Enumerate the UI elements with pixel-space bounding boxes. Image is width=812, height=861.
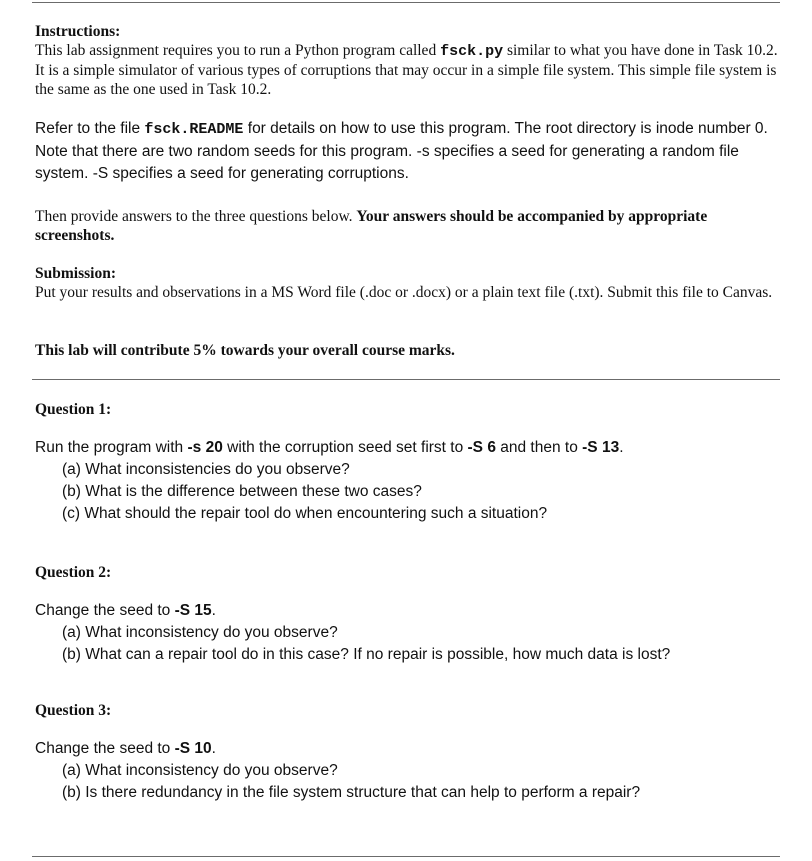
q3-item-a: (a) What inconsistency do you observe?	[62, 762, 338, 779]
q1-item-b: (b) What is the difference between these two cases?	[62, 483, 422, 500]
instructions-heading: Instructions:	[35, 23, 121, 40]
p1-text-before: This lab assignment requires you to run a Python program called	[35, 42, 441, 59]
instructions-paragraph-3	[35, 207, 780, 245]
q1-item-a: (a) What inconsistencies do you observe?	[62, 461, 350, 478]
q3-items	[35, 760, 780, 804]
q2-item-b: (b) What can a repair tool do in this case? If no repair is possible, how much data is lost?	[62, 646, 671, 663]
p1-code: fsck.py	[440, 43, 504, 60]
p1-text-after: similar to what you have done in Task 10.2. It is a simple simulator of various types of corruptions that may occur in a simple file system. This simple file system is the same as the one used in Task 10.2.	[35, 42, 778, 98]
instructions-section	[35, 22, 780, 99]
q3-intro	[35, 738, 780, 760]
q1-items	[35, 459, 780, 525]
q3-intro-1: Change the seed to	[35, 740, 175, 757]
submission-text: Put your results and observations in a MS Word file (.doc or .docx) or a plain text file (.txt). Submit this file to Canvas.	[35, 284, 773, 301]
q2-intro-1: Change the seed to	[35, 602, 175, 619]
q3-item-b: (b) Is there redundancy in the file system structure that can help to perform a repair?	[62, 784, 641, 801]
q1-body	[35, 437, 780, 525]
submission-section	[35, 264, 780, 302]
q1-item-c: (c) What should the repair tool do when encountering such a situation?	[62, 505, 548, 522]
q2-intro-2: .	[211, 602, 216, 619]
q3-flag: -S 10	[174, 740, 212, 757]
instructions-paragraph-2	[35, 118, 780, 185]
q2-body	[35, 600, 780, 666]
q1-intro-3: and then to	[495, 439, 583, 456]
q2-heading: Question 2:	[35, 564, 112, 581]
p3-normal: Then provide answers to the three questions below.	[35, 208, 357, 225]
q2-item-a: (a) What inconsistency do you observe?	[62, 624, 338, 641]
p2-text-after: for details on how to use this program. The root directory is inode number 0. Note that there are two random seeds for this program. -s specifies a seed for generating a random file system. -S specifies a seed for generating corruptions.	[35, 120, 768, 182]
top-rule	[32, 2, 780, 3]
q1-intro-4: .	[619, 439, 624, 456]
q1-flag-1: -s 20	[187, 439, 223, 456]
q1-heading: Question 1:	[35, 401, 112, 418]
q1-intro	[35, 437, 780, 459]
q2-intro	[35, 600, 780, 622]
q2-flag: -S 15	[174, 602, 212, 619]
marks-note: This lab will contribute 5% towards your overall course marks.	[35, 342, 455, 359]
q3-intro-2: .	[211, 740, 216, 757]
p3-bold: Your answers should be accompanied by appropriate screenshots.	[35, 208, 708, 244]
q2-items	[35, 622, 780, 666]
q1-flag-2: -S 6	[467, 439, 496, 456]
q3-heading: Question 3:	[35, 702, 112, 719]
bottom-rule	[32, 856, 780, 857]
instructions-paragraph-1	[35, 41, 780, 99]
p2-text-before: Refer to the file	[35, 120, 145, 137]
q3-body	[35, 738, 780, 804]
q1-intro-1: Run the program with	[35, 439, 188, 456]
submission-heading: Submission:	[35, 265, 116, 282]
p2-code: fsck.README	[144, 121, 244, 138]
q1-intro-2: with the corruption seed set first to	[222, 439, 468, 456]
q1-flag-3: -S 13	[582, 439, 620, 456]
section-rule	[32, 379, 780, 380]
